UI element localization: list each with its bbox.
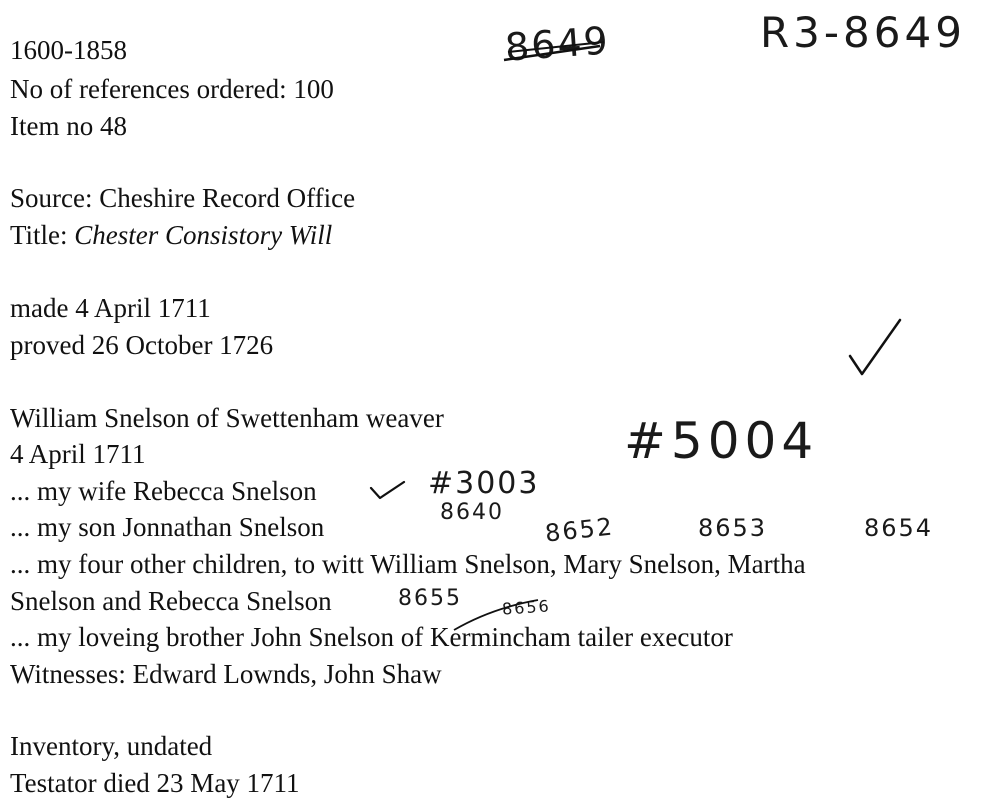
crossed-out-ref: 8649 — [503, 18, 612, 70]
bequest-wife: ... my wife Rebecca Snelson — [10, 476, 317, 506]
bequest-son: ... my son Jonnathan Snelson — [10, 512, 325, 542]
child-ref-mary: 8653 — [698, 514, 768, 542]
inventory-line: Inventory, undated — [10, 731, 213, 761]
checkmark-icon — [846, 316, 906, 386]
strikethrough-mark — [500, 38, 610, 68]
date-range: 1600-1858 — [10, 35, 127, 65]
child-ref-william: 8652 — [543, 512, 616, 548]
title-value: Chester Consistory Will — [74, 220, 333, 250]
rebecca-ref: 8655 — [398, 586, 462, 611]
source-line: Source: Cheshire Record Office — [10, 183, 356, 213]
child-ref-martha: 8654 — [864, 514, 934, 542]
witnesses-line: Witnesses: Edward Lownds, John Shaw — [10, 659, 442, 689]
son-ref: 8640 — [440, 500, 504, 525]
proved-date: proved 26 October 1726 — [10, 330, 274, 360]
bequest-children: ... my four other children, to witt William Snelson, Mary Snelson, Martha — [10, 549, 806, 579]
testator-line: William Snelson of Swettenham weaver — [10, 403, 444, 433]
john-ref: 8656 — [501, 596, 552, 619]
references-ordered: No of references ordered: 100 — [10, 74, 334, 104]
will-date: 4 April 1711 — [10, 439, 146, 469]
bequest-children-cont: Snelson and Rebecca Snelson — [10, 586, 332, 616]
id-wife: #3003 — [428, 466, 540, 501]
reference-code: R3-8649 — [760, 8, 966, 57]
small-checkmark-icon — [368, 480, 408, 504]
executor-line: ... my loveing brother John Snelson of Kermincham tailer executor — [10, 622, 733, 652]
item-number: Item no 48 — [10, 111, 127, 141]
id-main: #5004 — [624, 412, 819, 470]
title-line — [10, 217, 332, 253]
pointer-line — [452, 596, 542, 636]
title-label: Title: — [10, 220, 75, 250]
death-date: Testator died 23 May 1711 — [10, 768, 300, 798]
made-date: made 4 April 1711 — [10, 293, 211, 323]
